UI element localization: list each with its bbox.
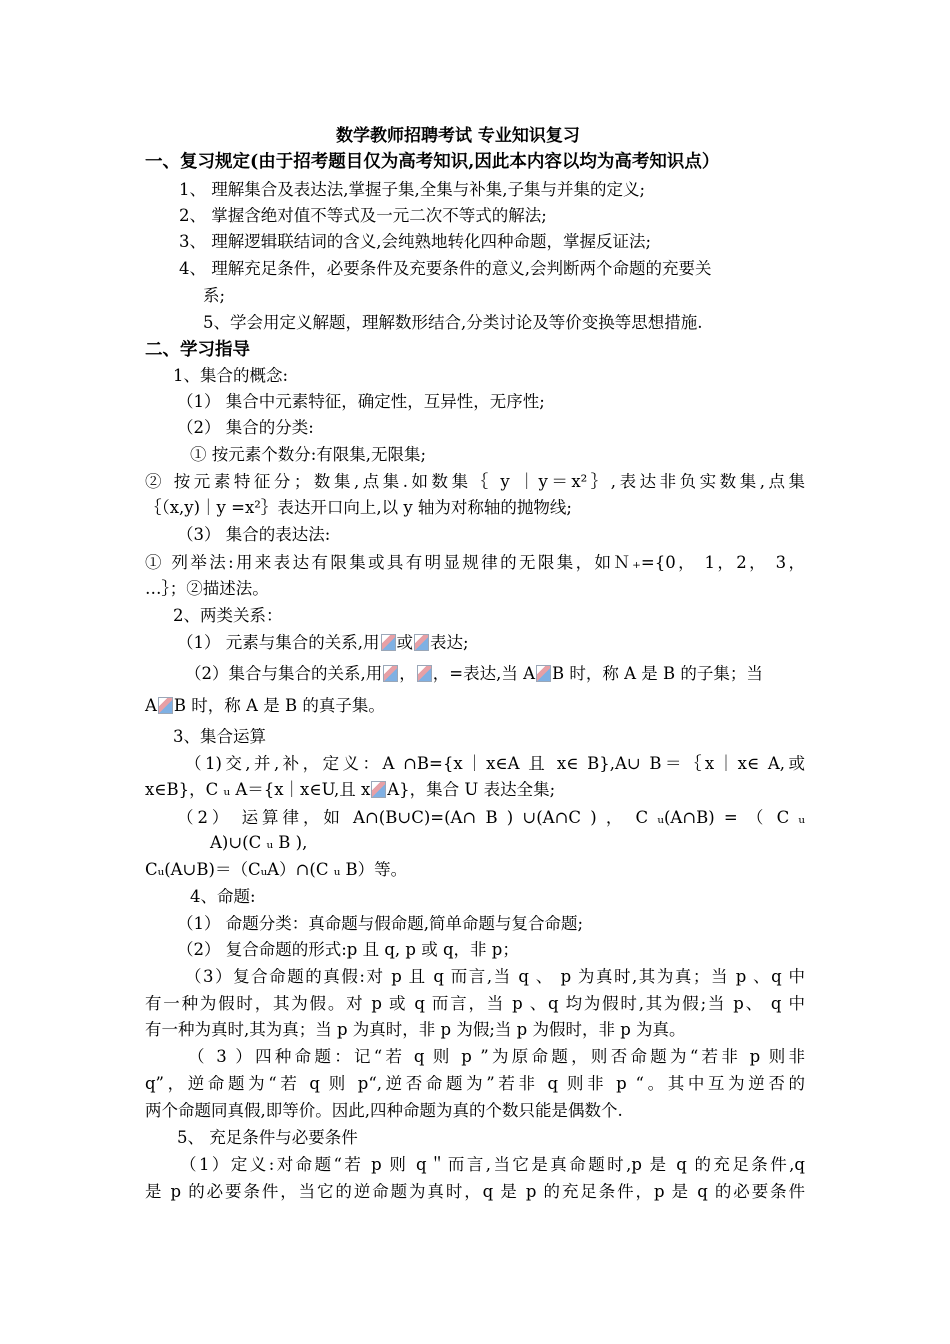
document-title: 数学教师招聘考试 专业知识复习 bbox=[336, 126, 580, 146]
text-line: （3） 集合的表达法: bbox=[177, 525, 331, 544]
text-line: 两个命题同真假,即等价。因此,四种命题为真的个数只能是偶数个. bbox=[145, 1101, 623, 1120]
symbol-image-icon bbox=[414, 634, 429, 651]
text-line: ① 列举法:用来表达有限集或具有明显规律的无限集，如Ｎ₊={0， 1，2， 3， bbox=[145, 553, 805, 572]
symbol-image-icon bbox=[371, 781, 386, 798]
text-line: （1）定义:对命题“若 p 则 q＂而言,当它是真命题时,p 是 q 的充足条件,q bbox=[180, 1155, 805, 1174]
topic-heading: 2、两类关系： bbox=[173, 606, 283, 625]
text-line: ｛（x,y)｜y =x²｝表达开口向上,以 y 轴为对称轴的抛物线; bbox=[145, 498, 572, 517]
requirement-item: 5、学会用定义解题，理解数形结合,分类讨论及等价变换等思想措施. bbox=[203, 313, 703, 332]
requirement-item-continuation: 系; bbox=[203, 286, 226, 305]
symbol-image-icon bbox=[417, 665, 432, 682]
text-line: （1)交,并,补，定义：A ∩B={x｜x∈A 且 x∈ B},A∪ B＝｛x｜x∈ A,或 bbox=[185, 754, 805, 773]
requirement-item: 2、 掌握含绝对值不等式及一元二次不等式的解法; bbox=[179, 206, 547, 225]
text-line: （ 3 ）四种命题：记“若 q 则 p ”为原命题，则否命题为“若非 p 则非 bbox=[188, 1047, 805, 1066]
topic-heading: 3、集合运算 bbox=[173, 727, 266, 746]
topic-heading: 4、命题: bbox=[190, 887, 256, 906]
text-segment: A bbox=[145, 696, 157, 715]
text-line: q”，逆命题为“若 q 则 p“,逆否命题为”若非 q 则非 p “。其中互为逆否的 bbox=[145, 1074, 805, 1093]
requirement-item: 4、 理解充足条件，必要条件及充要条件的意义,会判断两个命题的充要关 bbox=[179, 259, 712, 278]
text-line bbox=[185, 662, 763, 686]
text-line: 有一种为假时，其为假。对 p 或 q 而言，当 p 、q 均为假时,其为假;当 p、 q 中 bbox=[145, 994, 805, 1013]
text-line: （1） 集合中元素特征，确定性，互异性，无序性; bbox=[177, 392, 545, 411]
text-segment: （1） 元素与集合的关系,用 bbox=[177, 633, 380, 652]
text-line: （1） 命题分类：真命题与假命题,简单命题与复合命题; bbox=[177, 914, 584, 933]
text-line bbox=[145, 694, 385, 718]
text-line: （2） 集合的分类: bbox=[177, 418, 314, 437]
text-line: 有一种为真时,其为真；当 p 为真时，非 p 为假;当 p 为假时，非 p 为真。 bbox=[145, 1020, 686, 1039]
section-heading-study-guide: 二、学习指导 bbox=[145, 340, 250, 360]
topic-heading: 5、 充足条件与必要条件 bbox=[177, 1128, 358, 1147]
text-line: （2） 运算律，如 A∩(B∪C)=(A∩ B ) ∪(A∩C ) ， C ᵤ(A∩B) = （ C ᵤ bbox=[177, 808, 805, 827]
text-line: （3）复合命题的真假:对 p 且 q 而言,当 q 、 p 为真时,其为真；当 p 、q 中 bbox=[185, 967, 805, 986]
symbol-image-icon bbox=[383, 665, 398, 682]
text-segment: B 时，称 A 是 B 的子集；当 bbox=[551, 664, 763, 683]
text-segment: A}，集合 U 表达全集; bbox=[387, 780, 556, 799]
text-segment: 或 bbox=[396, 633, 413, 652]
requirement-item: 1、 理解集合及表达法,掌握子集,全集与补集,子集与并集的定义; bbox=[179, 180, 646, 199]
text-segment: 表达; bbox=[430, 633, 469, 652]
requirement-item: 3、 理解逻辑联结词的含义,会纯熟地转化四种命题，掌握反证法; bbox=[179, 232, 652, 251]
text-segment: B 时，称 A 是 B 的真子集。 bbox=[173, 696, 385, 715]
text-line: Cᵤ(A∪B)＝（CᵤA）∩(C ᵤ B）等。 bbox=[145, 860, 408, 879]
text-line bbox=[145, 778, 555, 802]
text-segment: x∈B}，C ᵤ A＝{x｜x∈U,且 x bbox=[145, 780, 371, 799]
text-line: A)∪(C ᵤ B ), bbox=[210, 833, 308, 852]
text-line bbox=[177, 631, 469, 655]
text-segment: ， bbox=[399, 664, 416, 683]
symbol-image-icon bbox=[536, 665, 551, 682]
text-segment: （2）集合与集合的关系,用 bbox=[185, 664, 383, 683]
topic-heading: 1、集合的概念: bbox=[173, 366, 289, 385]
symbol-image-icon bbox=[158, 697, 173, 714]
text-line: （2） 复合命题的形式:p 且 q, p 或 q，非 p； bbox=[177, 940, 519, 959]
text-line: ② 按元素特征分；数集,点集.如数集｛ y ｜y＝x²｝,表达非负实数集,点集 bbox=[145, 472, 805, 491]
section-heading-review-requirements: 一、复习规定(由于招考题目仅为高考知识,因此本内容以均为高考知识点） bbox=[145, 152, 720, 172]
text-line: …｝；②描述法。 bbox=[145, 579, 269, 598]
text-segment: ，=表达,当 A bbox=[432, 664, 535, 683]
text-line: 是 p 的必要条件，当它的逆命题为真时，q 是 p 的充足条件，p 是 q 的必要条件 bbox=[145, 1182, 805, 1201]
symbol-image-icon bbox=[381, 634, 396, 651]
text-line: ① 按元素个数分:有限集,无限集; bbox=[190, 445, 427, 464]
